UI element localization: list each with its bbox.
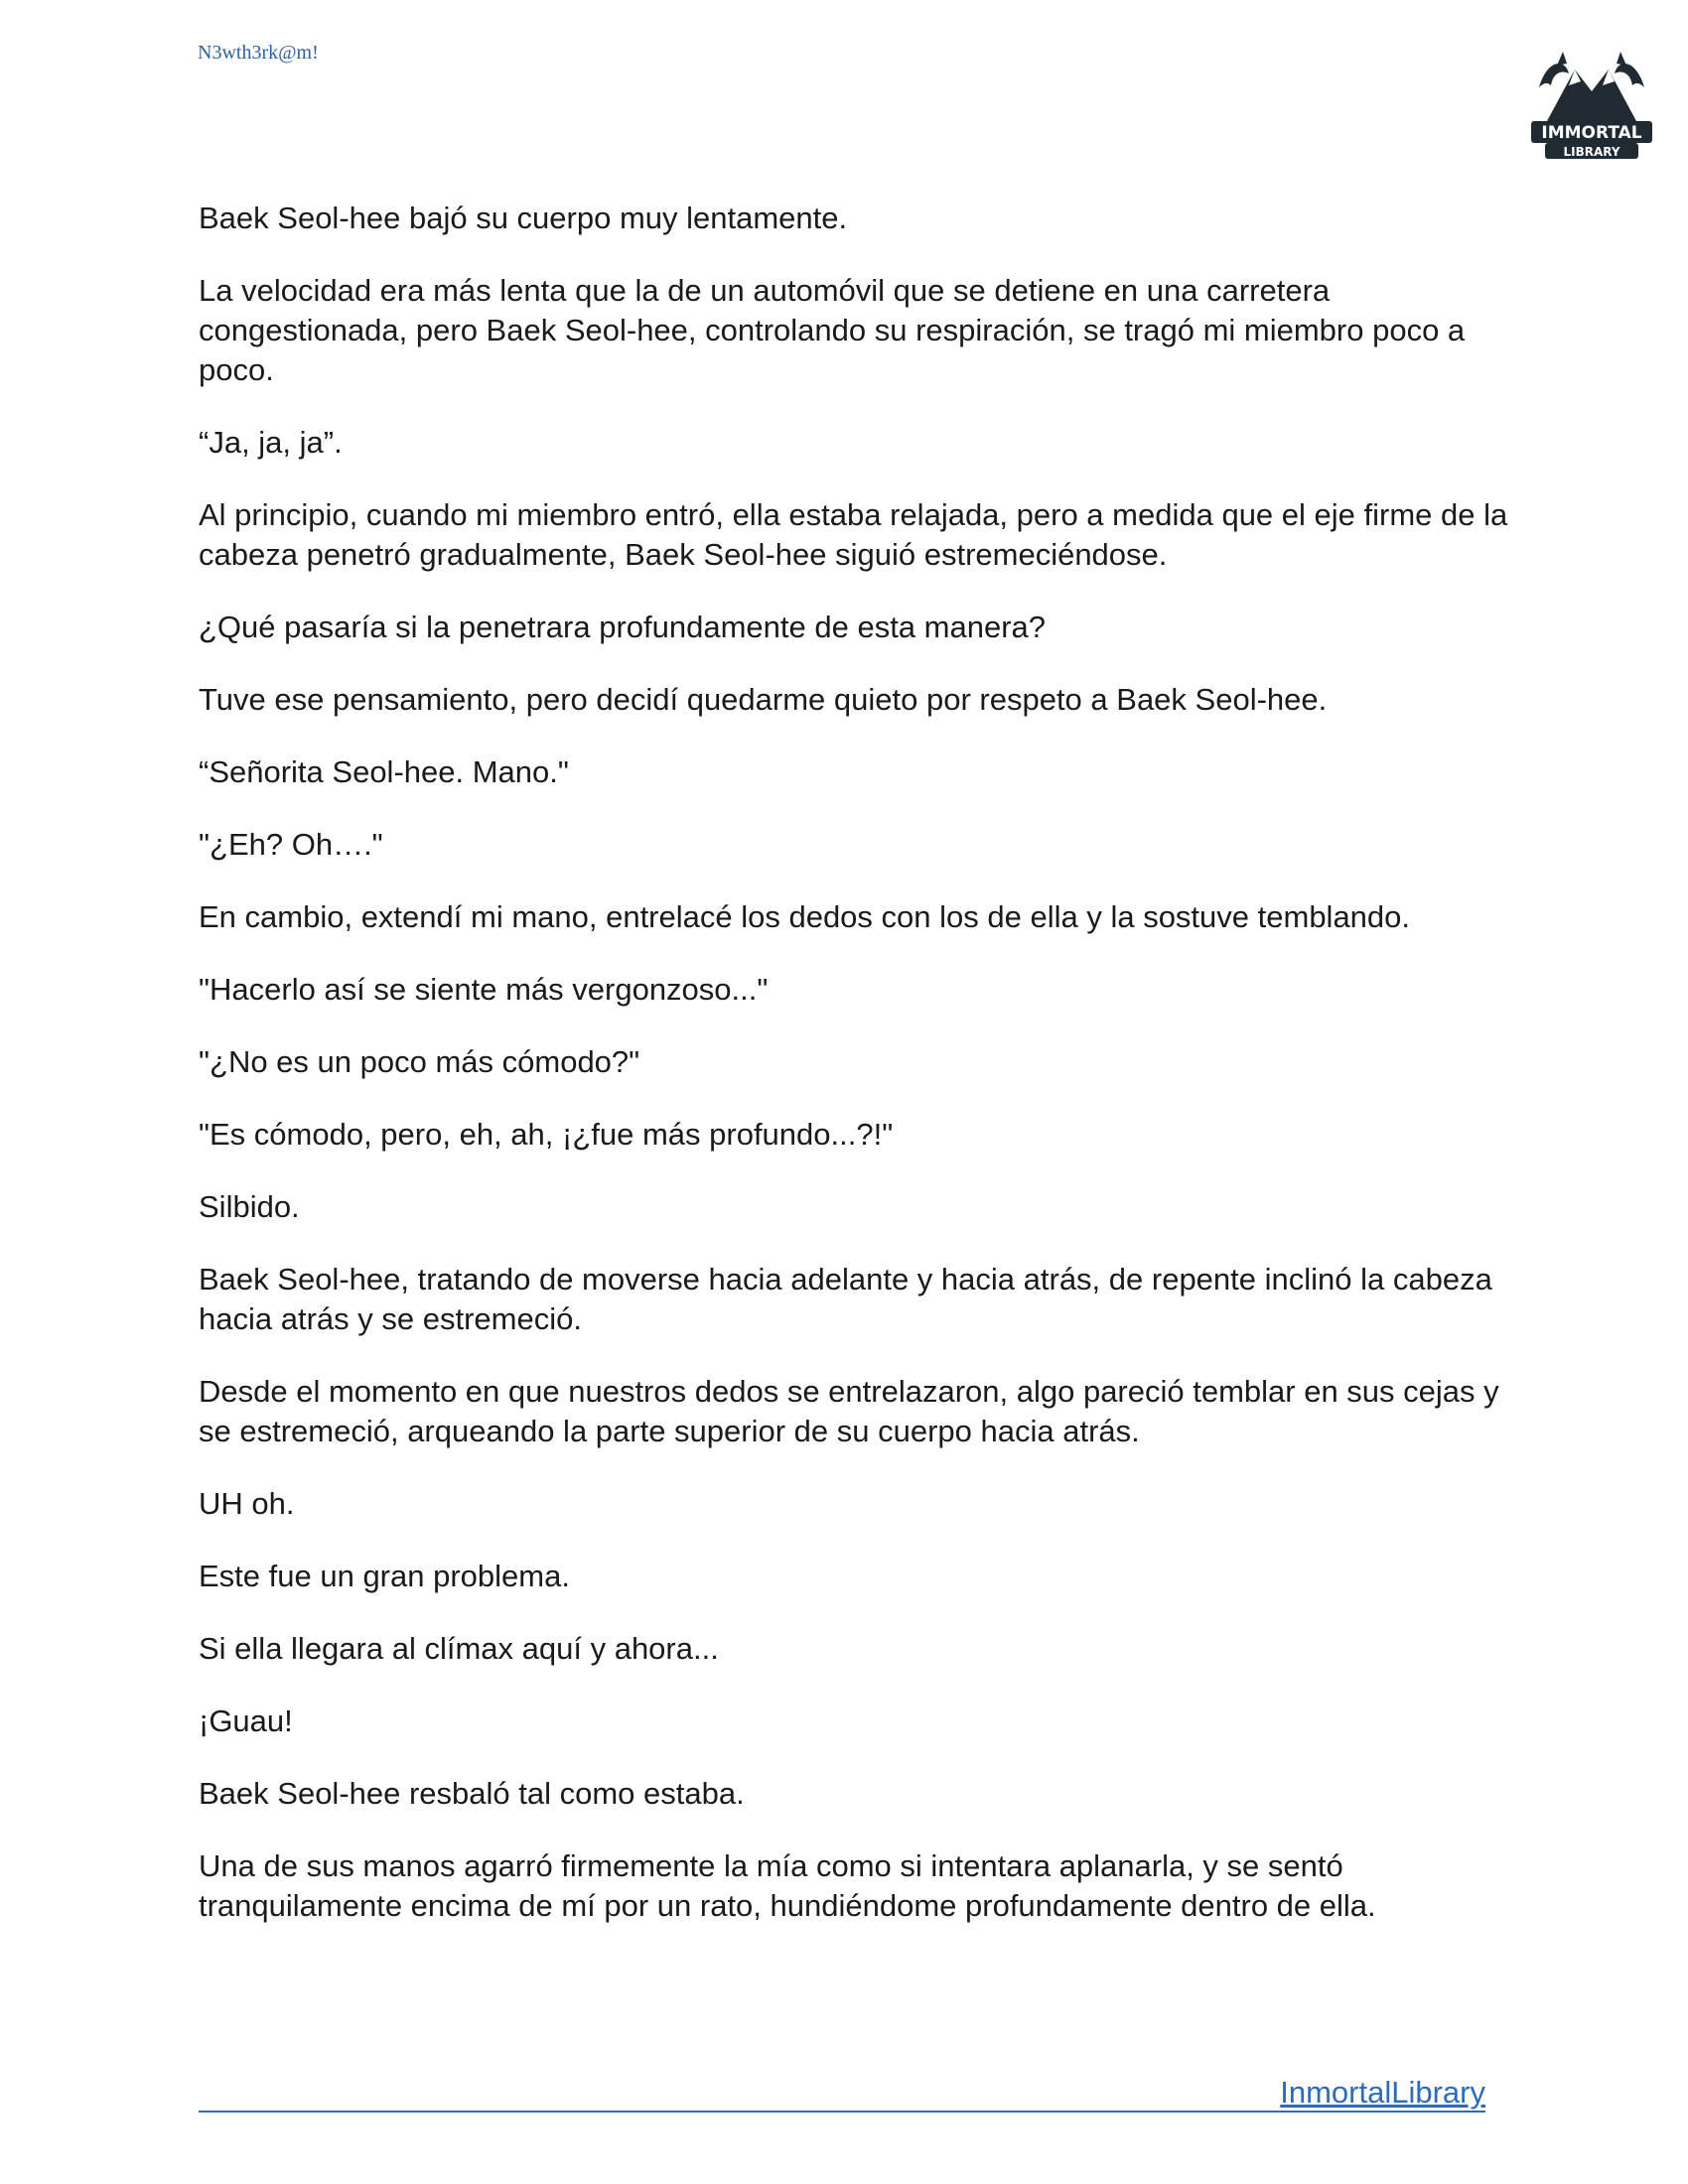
watermark-text: N3wth3rk@m! bbox=[198, 42, 319, 64]
paragraph: Tuve ese pensamiento, pero decidí quedarme quieto por respeto a Baek Seol-hee. bbox=[199, 682, 1328, 717]
footer-divider bbox=[199, 2111, 1485, 2113]
paragraph: “Ja, ja, ja”. bbox=[199, 425, 343, 460]
footer-link[interactable]: InmortalLibrary bbox=[1280, 2075, 1485, 2110]
paragraph: "¿No es un poco más cómodo?" bbox=[199, 1044, 640, 1079]
paragraph: Baek Seol-hee, tratando de moverse hacia adelante y hacia atrás, de repente inclinó la cabeza hacia atrás y se estremeció. bbox=[199, 1262, 1501, 1336]
immortal-library-logo bbox=[1517, 30, 1666, 179]
paragraph: La velocidad era más lenta que la de un automóvil que se detiene en una carretera congestionada, pero Baek Seol-hee, controlando su respiración, se tragó mi miembro poco a poco. bbox=[199, 273, 1474, 387]
paragraph: Baek Seol-hee bajó su cuerpo muy lentamente. bbox=[199, 201, 848, 235]
paragraph: Al principio, cuando mi miembro entró, ella estaba relajada, pero a medida que el eje firme de la cabeza penetró gradualmente, Baek Seol-hee siguió estremeciéndose. bbox=[199, 497, 1516, 572]
paragraph: Este fue un gran problema. bbox=[199, 1559, 570, 1593]
paragraph: Baek Seol-hee resbaló tal como estaba. bbox=[199, 1776, 745, 1811]
paragraph: "¿Eh? Oh…." bbox=[199, 827, 383, 862]
document-body bbox=[199, 199, 1516, 1959]
paragraph: UH oh. bbox=[199, 1486, 295, 1521]
paragraph: Si ella llegara al clímax aquí y ahora... bbox=[199, 1631, 719, 1666]
paragraph: ¡Guau! bbox=[199, 1704, 293, 1738]
paragraph: En cambio, extendí mi mano, entrelacé los dedos con los de ella y la sostuve temblando. bbox=[199, 899, 1411, 934]
logo-text-line2: LIBRARY bbox=[1563, 145, 1620, 159]
paragraph: Una de sus manos agarró firmemente la mía como si intentara aplanarla, y se sentó tranquilamente encima de mí por un rato, hundiéndome profundamente dentro de ella. bbox=[199, 1848, 1376, 1923]
paragraph: Desde el momento en que nuestros dedos se entrelazaron, algo pareció temblar en sus cejas y se estremeció, arqueando la parte superior de su cuerpo hacia atrás. bbox=[199, 1374, 1508, 1448]
paragraph: "Es cómodo, pero, eh, ah, ¡¿fue más profundo...?!" bbox=[199, 1117, 894, 1152]
paragraph: Silbido. bbox=[199, 1189, 300, 1224]
paragraph: "Hacerlo así se siente más vergonzoso..." bbox=[199, 972, 769, 1007]
paragraph: “Señorita Seol-hee. Mano." bbox=[199, 754, 569, 789]
paragraph: ¿Qué pasaría si la penetrara profundamente de esta manera? bbox=[199, 610, 1047, 644]
logo-text-line1: IMMORTAL bbox=[1541, 123, 1642, 143]
